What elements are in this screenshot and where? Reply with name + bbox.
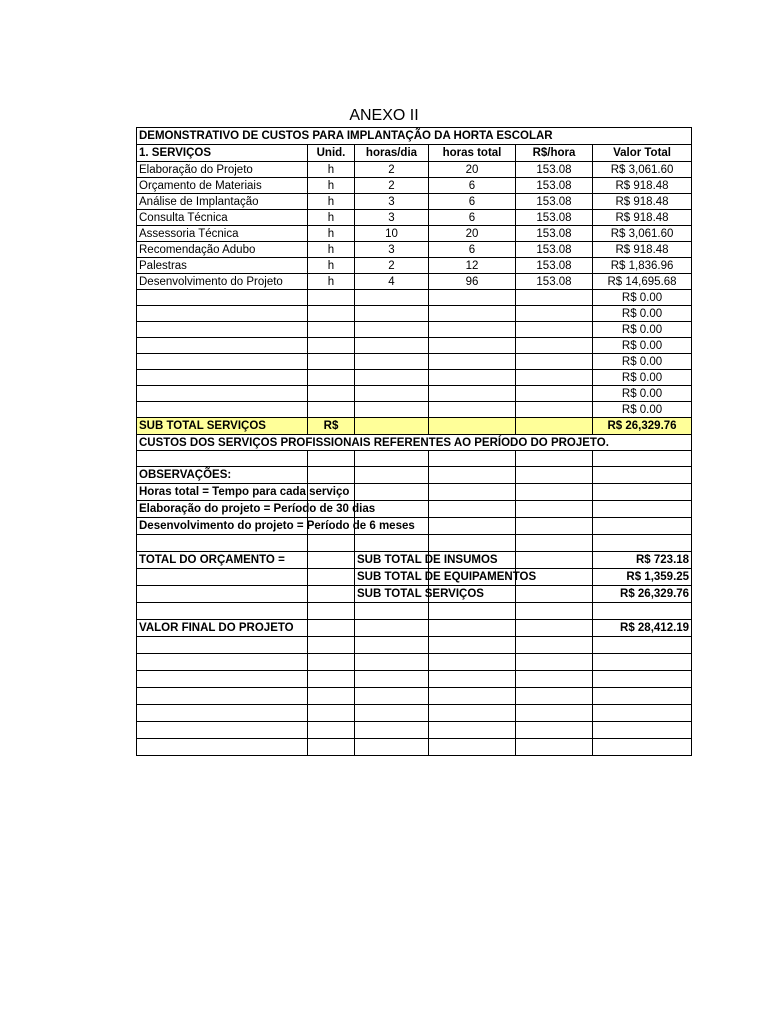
service-rate: 153.08 — [516, 162, 593, 178]
cost-table — [136, 127, 692, 756]
service-rate: 153.08 — [516, 274, 593, 290]
budget-row — [137, 552, 692, 569]
budget-item-value: R$ 26,329.76 — [593, 586, 692, 603]
observation-line: Desenvolvimento do projeto = Período de 6 meses — [137, 518, 308, 535]
final-value-row — [137, 620, 692, 637]
service-row — [137, 162, 692, 178]
empty-row — [137, 671, 692, 688]
empty-service-row — [137, 386, 692, 402]
observations-title-row — [137, 467, 692, 484]
service-name: Elaboração do Projeto — [137, 162, 308, 178]
zero-total: R$ 0.00 — [593, 354, 692, 370]
service-name: Palestras — [137, 258, 308, 274]
subtotal-value: R$ 26,329.76 — [593, 418, 692, 435]
col-header-value-total: Valor Total — [593, 145, 692, 162]
service-hours-total: 6 — [429, 210, 516, 226]
service-name: Orçamento de Materiais — [137, 178, 308, 194]
service-unit: h — [308, 162, 355, 178]
service-row — [137, 242, 692, 258]
service-rate: 153.08 — [516, 194, 593, 210]
service-hours-day: 3 — [355, 194, 429, 210]
budget-total-label: TOTAL DO ORÇAMENTO = — [137, 552, 308, 569]
empty-row — [137, 654, 692, 671]
col-header-service: 1. SERVIÇOS — [137, 145, 308, 162]
project-period-note: CUSTOS DOS SERVIÇOS PROFISSIONAIS REFERENTES AO PERÍODO DO PROJETO. — [137, 435, 692, 451]
service-hours-total: 6 — [429, 242, 516, 258]
service-unit: h — [308, 258, 355, 274]
service-hours-total: 6 — [429, 194, 516, 210]
service-row — [137, 258, 692, 274]
page-title: ANEXO II — [349, 107, 419, 124]
budget-row — [137, 569, 692, 586]
sheet-heading: DEMONSTRATIVO DE CUSTOS PARA IMPLANTAÇÃO DA HORTA ESCOLAR — [137, 128, 692, 145]
service-total: R$ 1,836.96 — [593, 258, 692, 274]
empty-row — [137, 637, 692, 654]
service-total: R$ 918.48 — [593, 210, 692, 226]
service-hours-total: 20 — [429, 162, 516, 178]
final-value: R$ 28,412.19 — [593, 620, 692, 637]
empty-service-row — [137, 402, 692, 418]
service-name: Recomendação Adubo — [137, 242, 308, 258]
service-hours-day: 3 — [355, 210, 429, 226]
zero-total: R$ 0.00 — [593, 306, 692, 322]
service-total: R$ 14,695.68 — [593, 274, 692, 290]
service-unit: h — [308, 242, 355, 258]
col-header-hours-day: horas/dia — [355, 145, 429, 162]
service-unit: h — [308, 194, 355, 210]
service-name: Assessoria Técnica — [137, 226, 308, 242]
service-hours-day: 3 — [355, 242, 429, 258]
empty-row — [137, 688, 692, 705]
budget-item-value: R$ 1,359.25 — [593, 569, 692, 586]
empty-service-row — [137, 322, 692, 338]
budget-row — [137, 586, 692, 603]
service-hours-day: 10 — [355, 226, 429, 242]
service-row — [137, 178, 692, 194]
subtotal-label: SUB TOTAL SERVIÇOS — [137, 418, 308, 435]
spacer-row — [137, 535, 692, 552]
service-total: R$ 918.48 — [593, 178, 692, 194]
service-total: R$ 918.48 — [593, 242, 692, 258]
observation-line: Horas total = Tempo para cada serviço — [137, 484, 308, 501]
zero-total: R$ 0.00 — [593, 338, 692, 354]
empty-service-row — [137, 306, 692, 322]
service-unit: h — [308, 210, 355, 226]
service-rate: 153.08 — [516, 210, 593, 226]
zero-total: R$ 0.00 — [593, 322, 692, 338]
observation-row — [137, 484, 692, 501]
subtotal-row — [137, 418, 692, 435]
service-row — [137, 194, 692, 210]
service-total: R$ 918.48 — [593, 194, 692, 210]
service-hours-day: 2 — [355, 162, 429, 178]
observation-row — [137, 518, 692, 535]
service-name: Análise de Implantação — [137, 194, 308, 210]
empty-service-row — [137, 370, 692, 386]
budget-item-label: SUB TOTAL SERVIÇOS — [355, 586, 429, 603]
observation-line: Elaboração do projeto = Período de 30 dias — [137, 501, 308, 518]
service-rate: 153.08 — [516, 226, 593, 242]
final-value-label: VALOR FINAL DO PROJETO — [137, 620, 308, 637]
empty-row — [137, 722, 692, 739]
zero-total: R$ 0.00 — [593, 402, 692, 418]
service-rate: 153.08 — [516, 178, 593, 194]
service-hours-day: 2 — [355, 178, 429, 194]
service-total: R$ 3,061.60 — [593, 226, 692, 242]
observations-title: OBSERVAÇÕES: — [137, 467, 308, 484]
spacer-row — [137, 603, 692, 620]
observation-row — [137, 501, 692, 518]
subtotal-currency: R$ — [308, 418, 355, 435]
empty-row — [137, 705, 692, 722]
service-hours-total: 20 — [429, 226, 516, 242]
budget-item-label: SUB TOTAL DE INSUMOS — [355, 552, 429, 569]
column-header-row — [137, 145, 692, 162]
service-hours-total: 96 — [429, 274, 516, 290]
empty-service-row — [137, 354, 692, 370]
service-hours-total: 12 — [429, 258, 516, 274]
empty-service-row — [137, 290, 692, 306]
service-hours-day: 4 — [355, 274, 429, 290]
col-header-rate: R$/hora — [516, 145, 593, 162]
note-row — [137, 435, 692, 451]
budget-item-label: SUB TOTAL DE EQUIPAMENTOS — [355, 569, 429, 586]
service-unit: h — [308, 226, 355, 242]
zero-total: R$ 0.00 — [593, 290, 692, 306]
service-unit: h — [308, 274, 355, 290]
service-name: Consulta Técnica — [137, 210, 308, 226]
service-rate: 153.08 — [516, 242, 593, 258]
zero-total: R$ 0.00 — [593, 370, 692, 386]
service-row — [137, 274, 692, 290]
empty-service-row — [137, 338, 692, 354]
zero-total: R$ 0.00 — [593, 386, 692, 402]
service-name: Desenvolvimento do Projeto — [137, 274, 308, 290]
service-hours-day: 2 — [355, 258, 429, 274]
spacer-row — [137, 451, 692, 467]
col-header-hours-total: horas total — [429, 145, 516, 162]
service-row — [137, 210, 692, 226]
service-total: R$ 3,061.60 — [593, 162, 692, 178]
service-unit: h — [308, 178, 355, 194]
service-rate: 153.08 — [516, 258, 593, 274]
empty-row — [137, 739, 692, 756]
col-header-unit: Unid. — [308, 145, 355, 162]
service-row — [137, 226, 692, 242]
service-hours-total: 6 — [429, 178, 516, 194]
budget-item-value: R$ 723.18 — [593, 552, 692, 569]
